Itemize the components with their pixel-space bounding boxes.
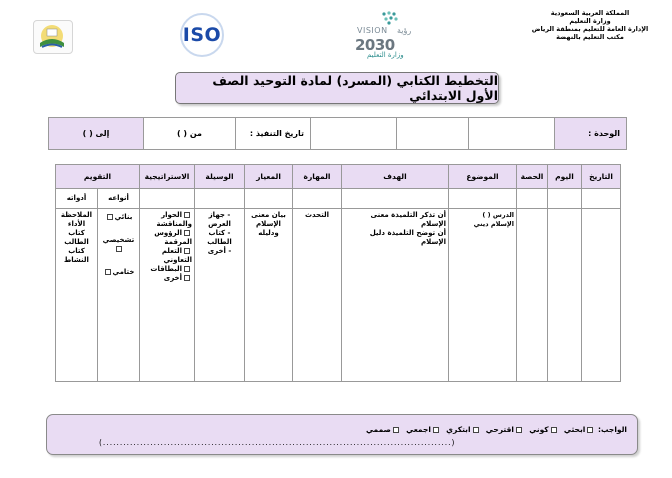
from-field[interactable]: من ( )	[144, 118, 236, 150]
ministry-line: مكتب التعليم بالنهضة	[556, 33, 624, 41]
page-title: التخطيط الكتابي (المسرد) لمادة التوحيد الصف الأول الابتدائي	[175, 72, 499, 104]
eval-type[interactable]: بنائي	[100, 213, 137, 222]
strategy-item[interactable]: الرؤوس المرقمة	[154, 229, 192, 247]
exec-date-label: تاريخ التنفيذ :	[236, 118, 311, 150]
homework-dots-line[interactable]: (.......................................................................................................)	[99, 438, 456, 447]
iso-logo	[178, 13, 226, 57]
strategy-item[interactable]: أخرى	[142, 274, 192, 283]
cell	[140, 189, 195, 209]
homework-box	[46, 414, 638, 455]
cell	[195, 189, 245, 209]
eval-tool: الملاحظة	[60, 211, 93, 220]
vision-word: VISION	[357, 26, 388, 35]
date-cell[interactable]	[582, 209, 621, 382]
homework-label: الواجب:	[597, 425, 627, 434]
checkbox-icon[interactable]	[473, 427, 479, 433]
vision-year: 2030	[355, 36, 395, 54]
strategies-cell	[140, 209, 195, 382]
vision-2030-logo	[355, 11, 425, 57]
homework-option[interactable]: اقترحي	[485, 425, 514, 434]
ministry-line: وزارة التعليم	[569, 17, 611, 25]
day-cell[interactable]	[548, 209, 582, 382]
checkbox-icon[interactable]	[184, 212, 190, 218]
skill-cell: التحدث	[293, 209, 342, 382]
checkbox-icon[interactable]	[184, 266, 190, 272]
ministry-line: المملكة العربية السعودية	[550, 9, 630, 17]
eval-type[interactable]: ختامي	[100, 268, 137, 277]
checkbox-icon[interactable]	[184, 248, 190, 254]
unit-value-2[interactable]	[397, 118, 469, 150]
homework-option[interactable]: صممي	[365, 425, 391, 434]
eval-tool: الأداء	[67, 220, 86, 229]
ministry-line: الإدارة العامة للتعليم بمنطقة الرياض	[531, 25, 649, 33]
checkbox-icon[interactable]	[393, 427, 399, 433]
vision-ar: رؤية	[397, 26, 412, 35]
book-logo-icon	[32, 21, 72, 55]
standard-cell: بيان معنى الإسلام ودليله	[245, 209, 293, 382]
header-strategy: الاستراتيجية	[140, 165, 195, 189]
eval-types-header: أنواعه	[98, 189, 140, 209]
vision-ministry: وزارة التعليم	[367, 51, 404, 59]
checkbox-icon[interactable]	[433, 427, 439, 433]
header-goal: الهدف	[342, 165, 449, 189]
iso-text: ISO	[182, 24, 222, 46]
strategy-item[interactable]: الحوار والمناقشة	[156, 211, 192, 229]
eval-tools-header: أدواته	[56, 189, 98, 209]
header-topic: الموضوع	[449, 165, 517, 189]
header-tool: الوسيلة	[195, 165, 245, 189]
eval-tool: كتاب النشاط	[64, 247, 89, 265]
period-cell[interactable]	[517, 209, 548, 382]
cell	[548, 189, 582, 209]
unit-label: الوحدة :	[555, 118, 627, 150]
checkbox-icon[interactable]	[116, 246, 122, 252]
vision-dots-icon	[380, 11, 400, 25]
strategy-item[interactable]: التعلم التعاوني	[161, 247, 192, 265]
homework-option[interactable]: اجمعي	[406, 425, 431, 434]
checkbox-icon[interactable]	[516, 427, 522, 433]
cell	[517, 189, 548, 209]
goals-cell: أن تذكر التلميذة معنى الإسلام أن توضح التلميذة دليل الإسلام	[342, 209, 449, 382]
checkbox-icon[interactable]	[184, 230, 190, 236]
tools-cell: - جهاز العرض - كتاب الطالب - أخرى	[195, 209, 245, 382]
cell	[342, 189, 449, 209]
cell	[245, 189, 293, 209]
to-field[interactable]: إلى ( )	[49, 118, 144, 150]
cell	[293, 189, 342, 209]
eval-type[interactable]: تشخيصي	[100, 236, 137, 254]
strategy-item[interactable]: البطاقات	[142, 265, 192, 274]
checkbox-icon[interactable]	[551, 427, 557, 433]
homework-options	[366, 425, 627, 434]
checkbox-icon[interactable]	[587, 427, 593, 433]
checkbox-icon[interactable]	[107, 214, 113, 220]
cell	[582, 189, 621, 209]
plan-table	[55, 164, 621, 382]
homework-option[interactable]: كوني	[529, 425, 549, 434]
lesson-cell: الدرس ( ) الإسلام ديني	[449, 209, 517, 382]
cell	[449, 189, 517, 209]
header-standard: المعيار	[245, 165, 293, 189]
checkbox-icon[interactable]	[184, 275, 190, 281]
header-date: التاريخ	[582, 165, 621, 189]
eval-types-cell	[98, 209, 140, 382]
homework-option[interactable]: ابتكري	[446, 425, 471, 434]
unit-row	[48, 117, 627, 150]
school-logo	[33, 20, 73, 54]
ministry-header	[530, 9, 650, 41]
eval-tool: كتاب الطالب	[64, 229, 89, 247]
checkbox-icon[interactable]	[105, 269, 111, 275]
unit-value[interactable]	[469, 118, 555, 150]
header-day: اليوم	[548, 165, 582, 189]
unit-value-3[interactable]	[311, 118, 397, 150]
header-evaluation: التقويم	[56, 165, 140, 189]
eval-tools-cell	[56, 209, 98, 382]
homework-option[interactable]: ابحثي	[563, 425, 586, 434]
header-skill: المهارة	[293, 165, 342, 189]
header-period: الحصة	[517, 165, 548, 189]
